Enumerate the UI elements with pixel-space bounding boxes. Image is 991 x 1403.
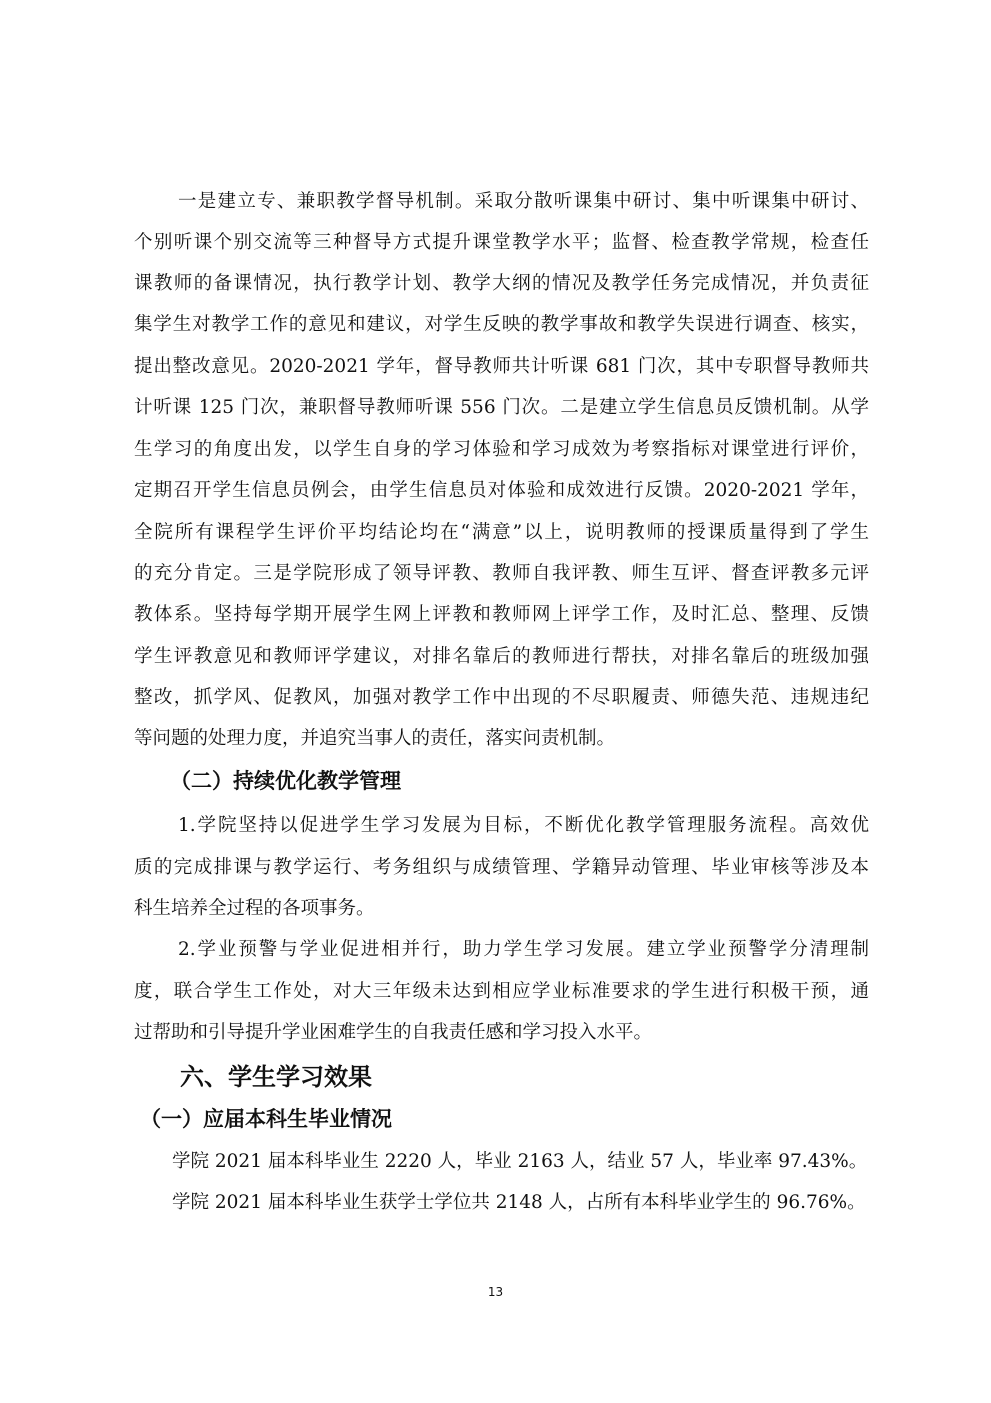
text-line: 质的完成排课与教学运行、考务组织与成绩管理、学籍异动管理、毕业审核等涉及本 [134,857,869,878]
text-line: 课教师的备课情况，执行教学计划、教学大纲的情况及教学任务完成情况，并负责征 [134,273,869,294]
section-heading: （一）应届本科生毕业情况 [140,1107,392,1131]
degree-rate-line: 学院 2021 届本科毕业生获学士学位共 2148 人，占所有本科毕业学生的 96.76%。 [172,1192,866,1213]
section-heading: （二）持续优化教学管理 [170,769,401,793]
graduation-rate-line: 学院 2021 届本科毕业生 2220 人，毕业 2163 人，结业 57 人，毕业率 97.43%。 [172,1151,868,1172]
text-line: 全院所有课程学生评价平均结论均在“满意”以上，说明教师的授课质量得到了学生 [134,522,869,543]
chapter-heading: 六、学生学习效果 [180,1063,372,1091]
text-line: 等问题的处理力度，并追究当事人的责任，落实问责机制。 [134,728,616,749]
text-line: 个别听课个别交流等三种督导方式提升课堂教学水平；监督、检查教学常规，检查任 [134,232,869,253]
text-line: 生学习的角度出发，以学生自身的学习体验和学习成效为考察指标对课堂进行评价， [134,439,869,460]
text-line: 科生培养全过程的各项事务。 [134,898,375,919]
text-line: 集学生对教学工作的意见和建议，对学生反映的教学事故和教学失误进行调查、核实， [134,314,869,335]
text-line: 度，联合学生工作处，对大三年级未达到相应学业标准要求的学生进行积极干预，通 [134,981,869,1002]
text-line: 1.学院坚持以促进学生学习发展为目标，不断优化教学管理服务流程。高效优 [178,815,869,836]
text-line: 教体系。坚持每学期开展学生网上评教和教师网上评学工作，及时汇总、整理、反馈 [134,604,869,625]
text-line: 2.学业预警与学业促进相并行，助力学生学习发展。建立学业预警学分清理制 [178,939,869,960]
text-line: 的充分肯定。三是学院形成了领导评教、教师自我评教、师生互评、督查评教多元评 [134,563,869,584]
text-line: 提出整改意见。2020-2021 学年，督导教师共计听课 681 门次，其中专职督导教师共 [134,356,869,377]
text-line: 整改，抓学风、促教风，加强对教学工作中出现的不尽职履责、师德失范、违规违纪 [134,687,869,708]
text-line: 过帮助和引导提升学业困难学生的自我责任感和学习投入水平。 [134,1022,653,1043]
text-line: 定期召开学生信息员例会，由学生信息员对体验和成效进行反馈。2020-2021 学年， [134,480,869,501]
page-number: 13 [487,1285,504,1299]
text-line: 计听课 125 门次，兼职督导教师听课 556 门次。二是建立学生信息员反馈机制。从学 [134,397,869,418]
text-line: 学生评教意见和教师评学建议，对排名靠后的教师进行帮扶，对排名靠后的班级加强 [134,646,869,667]
text-line: 一是建立专、兼职教学督导机制。采取分散听课集中研讨、集中听课集中研讨、 [178,191,869,212]
